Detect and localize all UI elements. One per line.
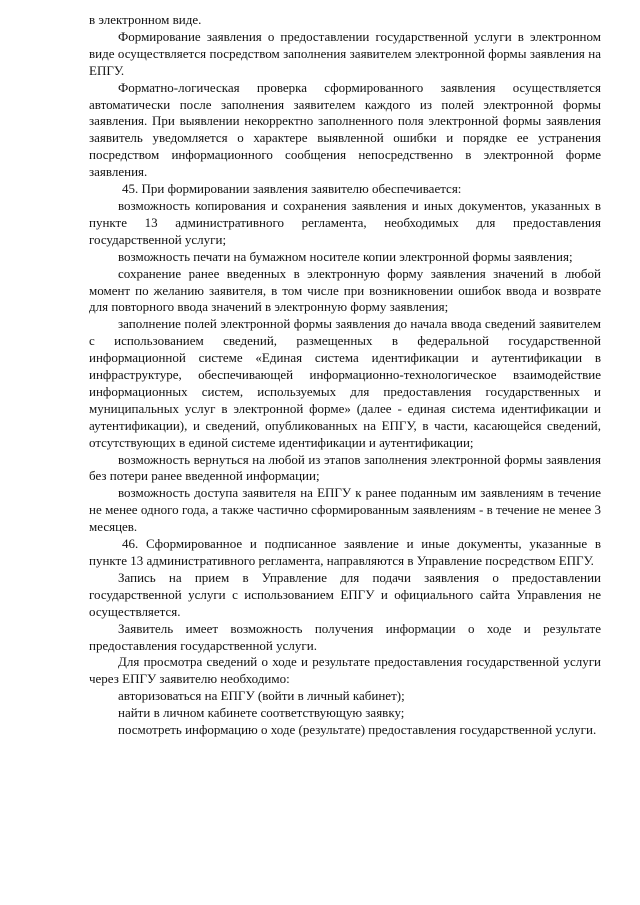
paragraph-continuation: в электронном виде.: [89, 12, 202, 27]
paragraph-authorize: авторизоваться на ЕПГУ (войти в личный кабинет);: [118, 688, 405, 704]
paragraph-return-step: возможность вернуться на любой из этапов заполнения электронной формы заявления без потери ранее введенной информации;: [89, 451, 601, 484]
paragraph-item-45: 45. При формировании заявления заявителю обеспечивается:: [122, 181, 462, 197]
paragraph-view-status: Для просмотра сведений о ходе и результате предоставления государственной услуги через ЕПГУ заявителю необходимо:: [89, 654, 601, 687]
paragraph-autofill: заполнение полей электронной формы заявления до начала ввода сведений заявителем с использованием сведений, размещенных в федеральной государственной информационной системе «Единая система идентификации и аутентификации в инфраструктуре, обеспечивающей информационно-технологическое взаимодействие информационных систем, используемых для предоставления государственных и муниципальных услуг в электронной форме» (далее - единая система идентификации и аутентификации), и сведений, опубликованных на ЕПГУ, в части, касающейся сведений, отсутствующих в единой системе идентификации и аутентификации;: [89, 316, 601, 450]
paragraph-form-creation: Формирование заявления о предоставлении государственной услуги в электронном виде осуществляется посредством заполнения заявителем электронной формы заявления на ЕПГУ.: [89, 28, 601, 78]
paragraph-print: возможность печати на бумажном носителе копии электронной формы заявления;: [118, 248, 573, 264]
document-page: [89, 12, 601, 739]
paragraph-access-history: возможность доступа заявителя на ЕПГУ к ранее поданным им заявлениям в течение не менее одного года, а также частично сформированным заявлениям - в течение не менее 3 месяцев.: [89, 485, 601, 535]
paragraph-save-values: сохранение ранее введенных в электронную форму заявления значений в любой момент по желанию заявителя, в том числе при возникновении ошибок ввода и возврате для повторного ввода значений в электронную форму заявления;: [89, 265, 601, 315]
paragraph-find-request: найти в личном кабинете соответствующую заявку;: [118, 705, 405, 721]
paragraph-item-46: 46. Сформированное и подписанное заявление и иные документы, указанные в пункте 13 административного регламента, направляются в Управление посредством ЕПГУ.: [89, 536, 601, 568]
paragraph-status-info: Заявитель имеет возможность получения информации о ходе и результате предоставления государственной услуги.: [89, 620, 601, 653]
paragraph-format-check: Форматно-логическая проверка сформированного заявления осуществляется автоматически после заполнения заявителем каждого из полей электронной формы заявления. При выявлении некорректно заполненного поля электронной формы заявления заявитель уведомляется о характере выявленной ошибки и порядке ее устранения посредством информационного сообщения непосредственно в электронной форме заявления.: [89, 79, 601, 180]
paragraph-appointment: Запись на прием в Управление для подачи заявления о предоставлении государственной услуги с использованием ЕПГУ и официального сайта Управления не осуществляется.: [89, 569, 601, 619]
paragraph-copy-save: возможность копирования и сохранения заявления и иных документов, указанных в пункте 13 административного регламента, необходимых для предоставления государственной услуги;: [89, 197, 601, 247]
paragraph-view-result: посмотреть информацию о ходе (результате) предоставления государственной услуги.: [118, 722, 597, 738]
